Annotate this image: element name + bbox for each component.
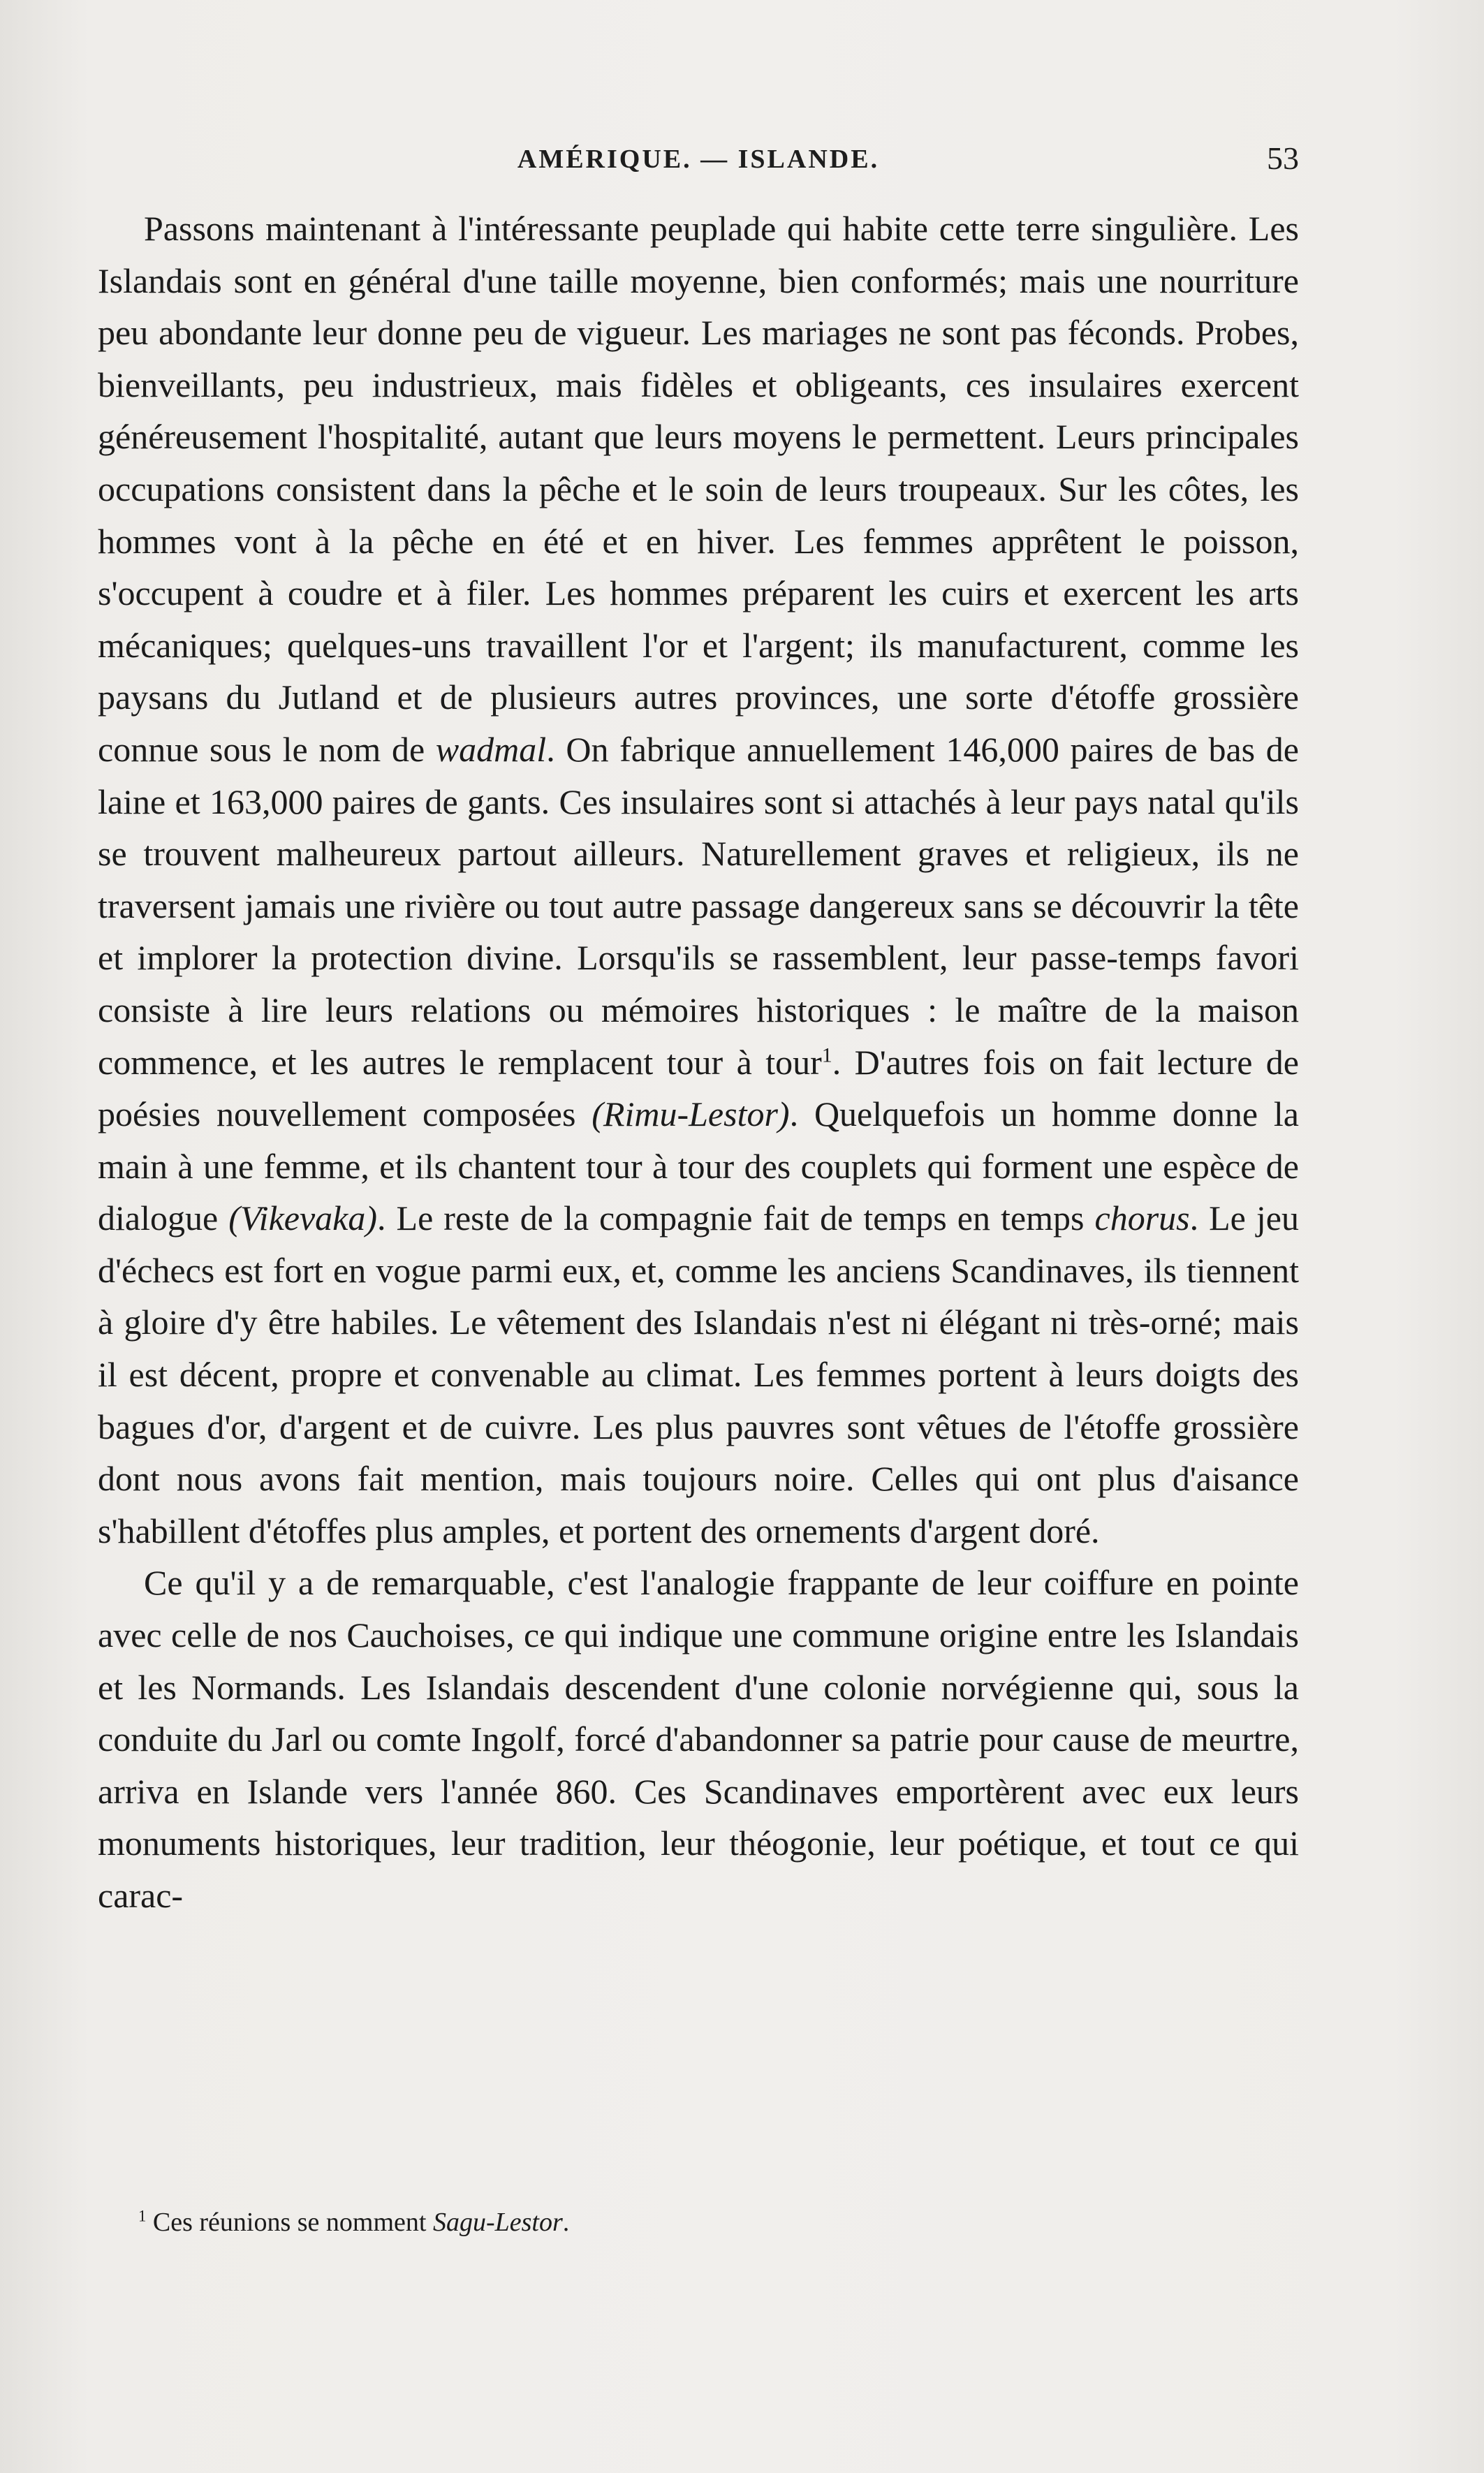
page-number: 53: [1267, 140, 1299, 176]
body-text: [98, 203, 1299, 1922]
italic-term: chorus: [1094, 1198, 1190, 1238]
italic-term: (Vikevaka): [228, 1198, 377, 1238]
footnote-reference: 1: [821, 1043, 832, 1066]
footnote-end: .: [562, 2208, 570, 2237]
footnote: [138, 2207, 1298, 2238]
running-title: AMÉRIQUE. — ISLANDE.: [517, 145, 880, 174]
paragraph: [98, 1557, 1299, 1921]
text-run: Ce qu'il y a de remarquable, c'est l'analogie frappante de leur coiffure en pointe avec celle de nos Cauchoises, ce qui indique une commune origine entre les Islandais et les Normands. Les Islandais descendent d'une colonie norvégienne qui, sous la conduite du Jarl ou comte Ingolf, forcé d'abandonner sa patrie pour cause de meurtre, arriva en Islande vers l'année 860. Ces Scandinaves emportèrent avec eux leurs monuments historiques, leur tradition, leur théogonie, leur poétique, et tout ce qui carac-: [98, 1563, 1299, 1915]
text-run: . D'autres fois on fait lecture de poésies nouvellement composées: [98, 1042, 1299, 1134]
italic-term: wadmal: [435, 729, 547, 769]
text-run: . Quelquefois un homme donne la main à une femme, et ils chantent tour à tour des couplets qui forment une espèce de dialogue: [98, 1094, 1299, 1238]
text-run: . Le jeu d'échecs est fort en vogue parmi eux, et, comme les anciens Scandinaves, ils tiennent à gloire d'y être habiles. Le vêtement des Islandais n'est ni élégant ni très-orné; mais il est décent, propre et convenable au climat. Les femmes portent à leurs doigts des bagues d'or, d'argent et de cuivre. Les plus pauvres sont vêtues de l'étoffe grossière dont nous avons fait mention, mais toujours noire. Celles qui ont plus d'aisance s'habillent d'étoffes plus amples, et portent des ornements d'argent doré.: [98, 1198, 1299, 1550]
footnote-term: Sagu-Lestor: [432, 2208, 563, 2237]
italic-term: (Rimu-Lestor): [592, 1094, 790, 1134]
text-run: Passons maintenant à l'intéressante peuplade qui habite cette terre singulière. Les Islandais sont en général d'une taille moyenne, bien conformés; mais une nourriture peu abondante leur donne peu de vigueur. Les mariages ne sont pas féconds. Probes, bienveillants, peu industrieux, mais fidèles et obligeants, ces insulaires exercent généreusement l'hospitalité, autant que leurs moyens le permettent. Leurs principales occupations consistent dans la pêche et le soin de leurs troupeaux. Sur les côtes, les hommes vont à la pêche en été et en hiver. Les femmes apprêtent le poisson, s'occupent à coudre et à filer. Les hommes préparent les cuirs et exercent les arts mécaniques; quelques-uns travaillent l'or et l'argent; ils manufacturent, comme les paysans du Jutland et de plusieurs autres provinces, une sorte d'étoffe grossière connue sous le nom de: [98, 209, 1299, 769]
footnote-marker: 1: [138, 2207, 147, 2225]
text-run: . On fabrique annuellement 146,000 paires de bas de laine et 163,000 paires de gants. Ces insulaires sont si attachés à leur pays natal qu'ils se trouvent malheureux partout ailleurs. Naturellement graves et religieux, ils ne traversent jamais une rivière ou tout autre passage dangereux sans se découvrir la tête et implorer la protection divine. Lorsqu'ils se rassemblent, leur passe-temps favori consiste à lire leurs relations ou mémoires historiques : le maître de la maison commence, et les autres le remplacent tour à tour: [98, 729, 1299, 1082]
page-header: [98, 140, 1299, 186]
footnote-text: Ces réunions se nomment: [152, 2208, 433, 2237]
paragraph: [98, 203, 1299, 1557]
text-run: . Le reste de la compagnie fait de temps en temps: [377, 1198, 1095, 1238]
